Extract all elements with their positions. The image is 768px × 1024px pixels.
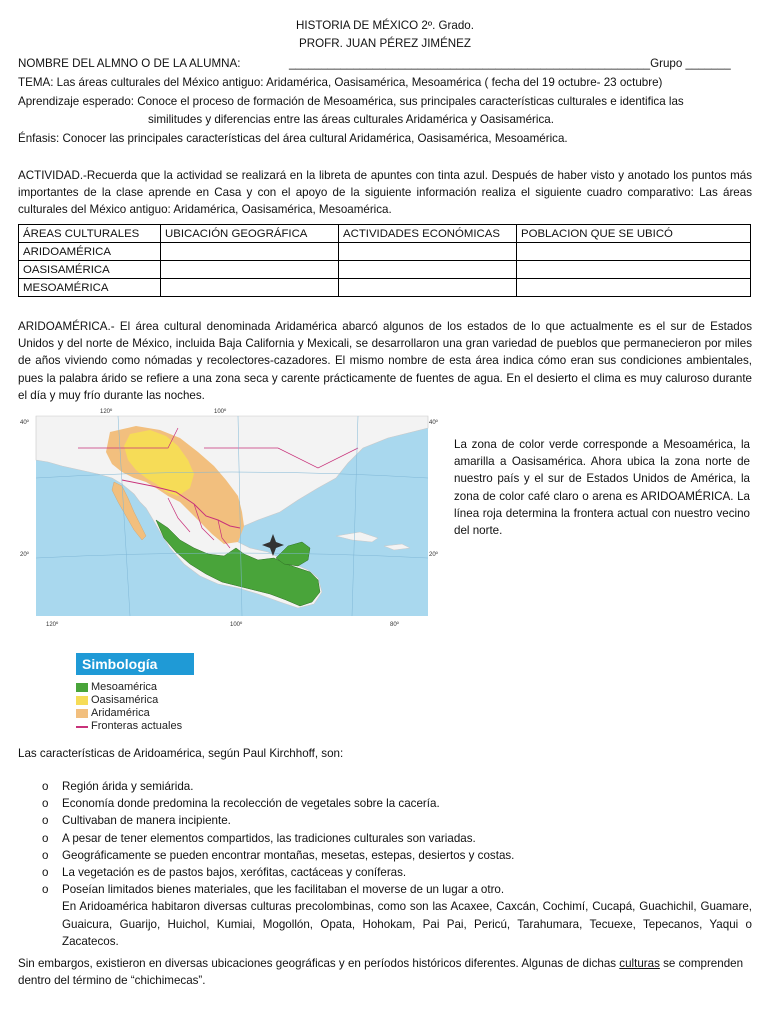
- cultural-areas-map: [18, 408, 438, 626]
- bullet: o: [42, 848, 49, 862]
- teacher-name: PROFR. JUAN PÉREZ JIMÉNEZ: [299, 37, 471, 50]
- page-title: HISTORIA DE MÉXICO 2º. Grado.: [296, 19, 474, 32]
- table-header: UBICACIÓN GEOGRÁFICA: [161, 225, 339, 243]
- list-item: o A pesar de tener elementos compartidos, las tradiciones culturales son variadas.: [18, 830, 752, 847]
- closing-paragraph: Sin embargos, existieron en diversas ubicaciones geográficas y en períodos históricos diferentes. Algunas de dichas culturas se comprenden dentro del término de “chichimecas”.: [18, 957, 744, 988]
- list-item: o La vegetación es de pastos bajos, xerófitas, cactáceas y coníferas.: [18, 864, 752, 881]
- student-name-label: NOMBRE DEL ALMNO O DE LA ALUMNA:: [18, 57, 241, 70]
- table-header: ACTIVIDADES ECONÓMICAS: [339, 225, 517, 243]
- table-cell-empty[interactable]: [161, 243, 339, 261]
- legend-item: [76, 694, 206, 707]
- learning-goal-line1: Aprendizaje esperado: Conoce el proceso de formación de Mesoamérica, sus principales características culturales e identifica las: [18, 95, 684, 108]
- legend-line-borders: [76, 726, 88, 728]
- table-row-label: OASISAMÉRICA: [19, 261, 161, 279]
- table-cell-empty[interactable]: [339, 279, 517, 297]
- group-field[interactable]: Grupo _______: [650, 57, 731, 70]
- table-row: [19, 243, 751, 261]
- legend-swatch-oasisamerica: [76, 696, 88, 705]
- bullet: o: [42, 866, 49, 880]
- latitude-label: 40º: [429, 420, 438, 426]
- list-item: o Geográficamente se pueden encontrar montañas, mesetas, estepas, desiertos y costas.: [18, 847, 752, 864]
- table-cell-empty[interactable]: [161, 261, 339, 279]
- bullet: o: [42, 883, 49, 897]
- table-cell-empty[interactable]: [517, 243, 751, 261]
- kirchhoff-intro: Las características de Aridoamérica, según Paul Kirchhoff, son:: [18, 747, 344, 760]
- latitude-label: 20º: [20, 552, 29, 558]
- map-legend: [76, 653, 206, 733]
- comparison-table: [18, 224, 751, 297]
- table-header: POBLACION QUE SE UBICÓ: [517, 225, 751, 243]
- legend-label: Mesoamérica: [91, 681, 158, 693]
- list-item: o Cultivaban de manera incipiente.: [18, 812, 752, 829]
- historical-periods-text: en períodos históricos diferentes: [347, 957, 516, 970]
- learning-goal-line2: similitudes y diferencias entre las áreas culturales Aridamérica y Oasisamérica.: [148, 113, 554, 126]
- bullet: o: [42, 814, 49, 828]
- list-item: o Poseían limitados bienes materiales, que les facilitaban el moverse de un lugar a otro.: [18, 881, 752, 898]
- table-row-label: ARIDOAMÉRICA: [19, 243, 161, 261]
- aridoamerica-intro: ARIDOAMÉRICA.- El área cultural denominada Aridamérica abarcó algunos de los estados de lo que actualmente es el sur de Estados Unidos y del norte de México, incluida Baja California y Mexicali, se desarrollaron una gran variedad de pueblos que permanecieron por miles de años viviendo como nómadas y recolectores-cazadores. El mismo nombre de esta área indica cómo eran sus condiciones ambientales, pues la palabra árido se refiere a una zona seca y carente prácticamente de fuentes de agua. En el desierto el clima es muy caluroso durante el día y muy frío durante las noches.: [18, 320, 752, 402]
- legend-item: [76, 681, 206, 694]
- table-cell-empty[interactable]: [161, 279, 339, 297]
- legend-item: [76, 707, 206, 720]
- longitude-label: 100º: [230, 622, 243, 626]
- emphasis-line: Énfasis: Conocer las principales características del área cultural Aridamérica, Oasisamérica, Mesoamérica.: [18, 132, 568, 145]
- list-item: o Economía donde predomina la recolección de vegetales sobre la cacería.: [18, 795, 752, 812]
- map-explanation: La zona de color verde corresponde a Mesoamérica, la amarilla a Oasisamérica. Ahora ubica la zona norte de nuestro país y el sur de Estados Unidos de América, la zona de color café claro o arena es ARIDOAMÉRICA. La línea roja determina la frontera actual con nuestro vecino del norte.: [454, 438, 750, 538]
- list-item: o Región árida y semiárida.: [18, 778, 752, 795]
- topic-line: TEMA: Las áreas culturales del México antiguo: Aridamérica, Oasisamérica, Mesoamérica ( fecha del 19 octubre- 23 octubre): [18, 76, 663, 89]
- table-header-row: [19, 225, 751, 243]
- features-list: [18, 778, 752, 950]
- table-cell-empty[interactable]: [517, 279, 751, 297]
- legend-swatch-aridamerica: [76, 709, 88, 718]
- legend-title: Simbología: [76, 653, 194, 675]
- latitude-label: 20º: [429, 552, 438, 558]
- legend-swatch-mesoamerica: [76, 683, 88, 692]
- activity-instructions: ACTIVIDAD.-Recuerda que la actividad se realizará en la libreta de apuntes con tinta azul. Después de haber visto y anotado los puntos más importantes de la clase aprende en Casa y con el apoyo de la siguiente información realiza el siguiente cuadro comparativo: Las áreas culturales del México antiguo: Aridamérica, Oasisamérica, Mesoamérica.: [18, 169, 752, 217]
- longitude-label: 120º: [100, 409, 113, 415]
- bullet: o: [42, 831, 49, 845]
- cultures-paragraph: En Aridoamérica habitaron diversas culturas precolombinas, como son las Acaxee, Caxcán, Cochimí, Cucapá, Guachichil, Guamare, Guaicura, Guarijo, Huichol, Kumiai, Mogollón, Opata, Hohokam, Pai Pai, Pericú, Tarahumara, Tecuexe, Tepecanos, Yaqui o Zacatecos.: [62, 900, 752, 948]
- table-cell-empty[interactable]: [339, 261, 517, 279]
- legend-item: [76, 720, 206, 733]
- student-name-blank[interactable]: ________________________________________________________: [288, 57, 651, 70]
- longitude-label: 120º: [46, 622, 59, 626]
- table-header: ÁREAS CULTURALES: [19, 225, 161, 243]
- student-name-line: [18, 55, 752, 72]
- table-row-label: MESOAMÉRICA: [19, 279, 161, 297]
- bullet: o: [42, 780, 49, 793]
- longitude-label: 80º: [390, 622, 399, 626]
- map-svg: [18, 408, 438, 626]
- legend-label: Aridamérica: [91, 707, 150, 719]
- bullet: o: [42, 797, 49, 811]
- table-cell-empty[interactable]: [517, 261, 751, 279]
- table-row: [19, 261, 751, 279]
- latitude-label: 40º: [20, 420, 29, 426]
- longitude-label: 100º: [214, 409, 227, 415]
- legend-label: Oasisamérica: [91, 694, 159, 706]
- table-cell-empty[interactable]: [339, 243, 517, 261]
- cultures-link[interactable]: culturas: [619, 957, 660, 970]
- table-row: [19, 279, 751, 297]
- legend-label: Fronteras actuales: [91, 720, 183, 732]
